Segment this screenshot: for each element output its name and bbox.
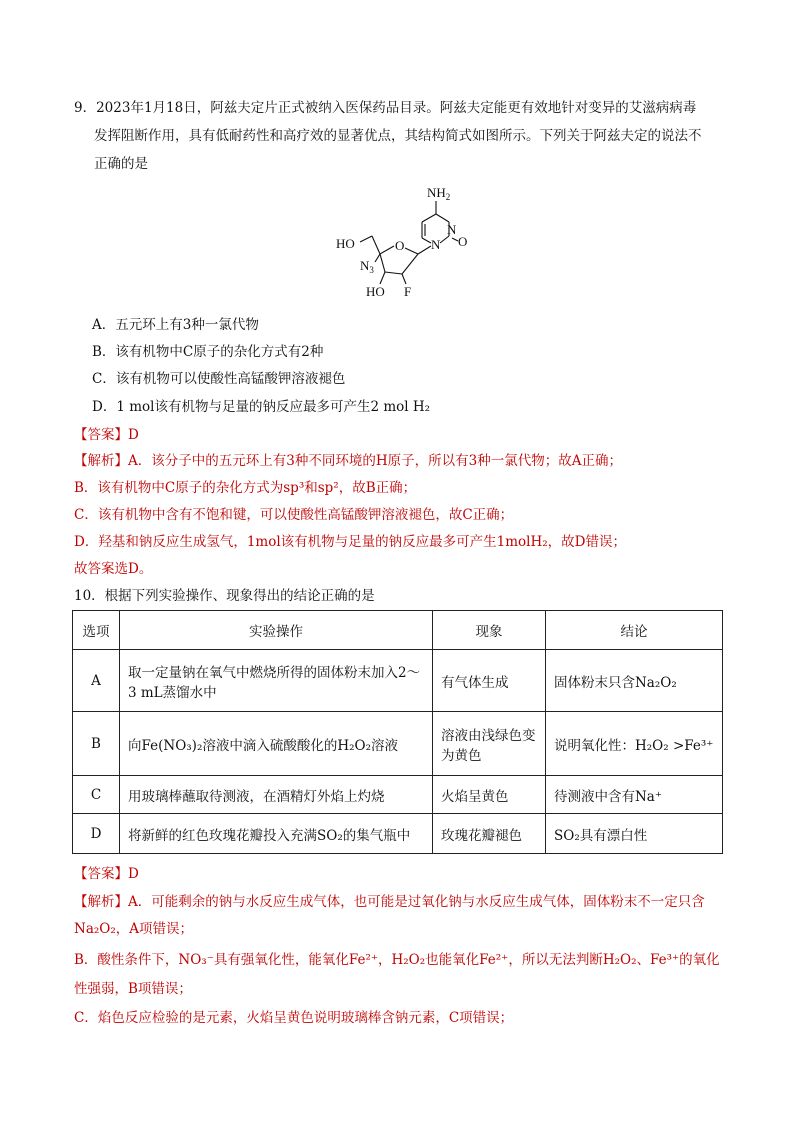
azvudine-structure-diagram bbox=[330, 176, 490, 301]
q9-stem-line3: 正确的是 bbox=[94, 156, 148, 172]
q9-analysis-line3: C．该有机物中含有不饱和键，可以使酸性高锰酸钾溶液褪色，故C正确； bbox=[74, 507, 514, 523]
q9-option-c: C．该有机物可以使酸性高锰酸钾溶液褪色 bbox=[92, 371, 346, 387]
row-operation: 用玻璃棒蘸取待测液，在酒精灯外焰上灼烧 bbox=[120, 776, 433, 814]
header-phenomenon: 现象 bbox=[433, 611, 546, 650]
q9-analysis-line2: B．该有机物中C原子的杂化方式为sp³和sp²，故B正确； bbox=[74, 480, 417, 496]
ring-o-label: O bbox=[395, 238, 405, 253]
hydroxyl-label: HO bbox=[366, 284, 385, 299]
q10-analysis-line1: 【解析】A．可能剩余的钠与水反应生成气体，也可能是过氧化钠与水反应生成气体，固体粉末不一定只含 bbox=[74, 894, 705, 910]
q10-stem: 10．根据下列实验操作、现象得出的结论正确的是 bbox=[74, 588, 375, 604]
table-row bbox=[73, 776, 723, 814]
header-operation: 实验操作 bbox=[120, 611, 433, 650]
table-row bbox=[73, 712, 723, 776]
q10-analysis-line3: B．酸性条件下，NO₃⁻具有强氧化性，能氧化Fe²⁺，H₂O₂也能氧化Fe²⁺，所以无法判断H₂O₂、Fe³⁺的氧化 bbox=[74, 952, 720, 968]
hydroxymethyl-label: HO bbox=[336, 236, 355, 251]
row-option: C bbox=[73, 776, 120, 814]
q9-stem-line2: 发挥阻断作用，具有低耐药性和高疗效的显著优点，其结构简式如图所示。下列关于阿兹夫定的说法不 bbox=[94, 128, 702, 144]
row-phenomenon: 火焰呈黄色 bbox=[433, 776, 546, 814]
table-header-row bbox=[73, 611, 723, 650]
q9-analysis-line4: D．羟基和钠反应生成氢气，1mol该有机物与足量的钠反应最多可产生1molH₂，故D错误； bbox=[74, 534, 627, 550]
row-conclusion: 待测液中含有Na⁺ bbox=[546, 776, 723, 814]
q9-stem-line1: 9．2023年1月18日，阿兹夫定片正式被纳入医保药品目录。阿兹夫定能更有效地针对变异的艾滋病病毒 bbox=[74, 100, 697, 116]
header-conclusion: 结论 bbox=[546, 611, 723, 650]
row-phenomenon: 有气体生成 bbox=[433, 650, 546, 712]
q10-analysis-line5: C．焰色反应检验的是元素，火焰呈黄色说明玻璃棒含钠元素，C项错误； bbox=[74, 1010, 514, 1026]
azido-label: $N_3$ bbox=[360, 258, 374, 275]
ring-n-label: N bbox=[447, 222, 457, 237]
row-conclusion: 固体粉末只含Na₂O₂ bbox=[546, 650, 723, 712]
q10-table bbox=[72, 610, 723, 854]
row-phenomenon: 溶液由浅绿色变为黄色 bbox=[433, 712, 546, 776]
row-option: D bbox=[73, 814, 120, 854]
row-option: B bbox=[73, 712, 120, 776]
row-operation: 向Fe(NO₃)₂溶液中滴入硫酸酸化的H₂O₂溶液 bbox=[120, 712, 433, 776]
table-row bbox=[73, 650, 723, 712]
table-row bbox=[73, 814, 723, 854]
amino-label: $NH_2$ bbox=[427, 185, 451, 202]
fluoro-label: F bbox=[404, 284, 412, 299]
row-phenomenon: 玫瑰花瓣褪色 bbox=[433, 814, 546, 854]
q9-option-a: A．五元环上有3种一氯代物 bbox=[92, 317, 259, 333]
row-conclusion: SO₂具有漂白性 bbox=[546, 814, 723, 854]
header-option: 选项 bbox=[73, 611, 120, 650]
row-option: A bbox=[73, 650, 120, 712]
carbonyl-o-label: O bbox=[458, 234, 468, 249]
q10-analysis-line2: Na₂O₂，A项错误； bbox=[74, 921, 194, 937]
q10-analysis-line4: 性强弱，B项错误； bbox=[74, 981, 192, 997]
ring-n1-label: N bbox=[431, 237, 441, 252]
q9-analysis-line5: 故答案选D。 bbox=[74, 561, 153, 577]
q9-option-d: D．1 mol该有机物与足量的钠反应最多可产生2 mol H₂ bbox=[92, 399, 431, 415]
row-operation: 取一定量钠在氧气中燃烧所得的固体粉末加入2～3 mL蒸馏水中 bbox=[120, 650, 433, 712]
q9-answer: 【答案】D bbox=[74, 427, 139, 443]
row-conclusion: 说明氧化性：H₂O₂ >Fe³⁺ bbox=[546, 712, 723, 776]
q10-answer: 【答案】D bbox=[74, 866, 139, 882]
row-operation: 将新鲜的红色玫瑰花瓣投入充满SO₂的集气瓶中 bbox=[120, 814, 433, 854]
q9-analysis-line1: 【解析】A．该分子中的五元环上有3种不同环境的H原子，所以有3种一氯代物；故A正确； bbox=[74, 453, 622, 469]
q9-option-b: B．该有机物中C原子的杂化方式有2种 bbox=[92, 344, 324, 360]
